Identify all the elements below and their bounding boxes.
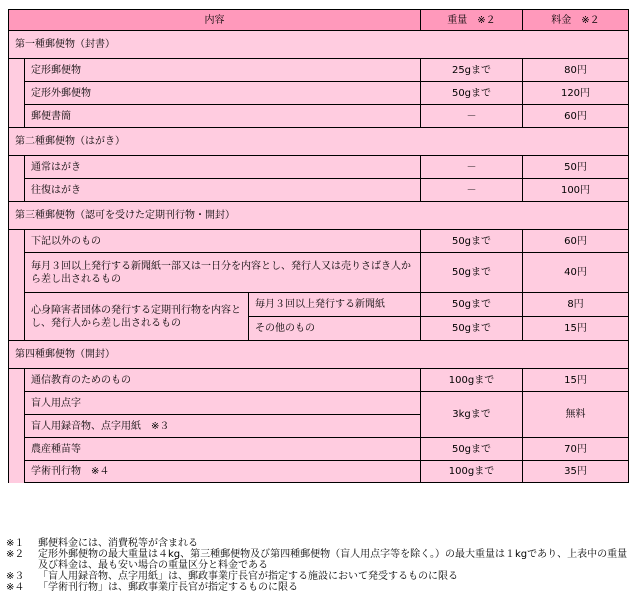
indent-cell [9,156,25,202]
row-name: 毎月３回以上発行する新聞紙一部又は一日分を内容とし、発行人又は売りさばき人から差し出されるもの [25,253,421,293]
row-weight: 50gまで [421,317,523,341]
footnotes [6,538,630,593]
row-name: 農産種苗等 [25,438,421,461]
row-name: 郵便書簡 [25,105,421,128]
section-title-row [9,31,629,59]
row-fee: 60円 [523,105,629,128]
row-weight: 50gまで [421,253,523,293]
table-row [9,461,629,483]
footnote-text: 定形外郵便物の最大重量は４kg、第三種郵便物及び第四種郵便物（盲人用点字等を除く。）の最大重量は１kgであり、上表中の重量及び料金は、最も安い場合の重量区分と料金である [38,549,628,571]
header-fee: 料金 ※２ [523,10,629,31]
row-weight: 100gまで [421,369,523,392]
table-row [9,293,629,317]
row-weight: － [421,179,523,202]
row-weight: 50gまで [421,82,523,105]
footnote-text: 「学術刊行物」は、郵政事業庁長官が指定するものに限る [38,582,298,593]
row-fee: 60円 [523,230,629,253]
row-name: 盲人用録音物、点字用紙 ※３ [25,415,421,438]
indent-cell [9,59,25,128]
row-fee: 120円 [523,82,629,105]
footnote-text: 郵便料金には、消費税等が含まれる [38,538,198,549]
footnote [6,582,630,593]
row-weight: 50gまで [421,230,523,253]
sub-row-name: その他のもの [249,317,421,341]
row-fee: 15円 [523,317,629,341]
row-weight: 25gまで [421,59,523,82]
table-row [9,156,629,179]
row-fee: 35円 [523,461,629,483]
table-header-row [9,10,629,31]
table-row [9,59,629,82]
section-title-row [9,128,629,156]
row-name: 定形外郵便物 [25,82,421,105]
section-title: 第二種郵便物（はがき） [9,128,629,156]
table-row [9,179,629,202]
footnote-mark: ※４ [6,582,25,593]
row-fee: 50円 [523,156,629,179]
row-name: 学術刊行物 ※４ [25,461,421,483]
indent-cell [9,369,25,483]
row-name: 盲人用点字 [25,392,421,415]
section-title: 第三種郵便物（認可を受けた定期刊行物・開封） [9,202,629,230]
footnote [6,571,630,582]
row-name: 通常はがき [25,156,421,179]
row-weight: － [421,105,523,128]
row-fee: 40円 [523,253,629,293]
footnote-mark: ※２ [6,549,25,560]
section-title: 第一種郵便物（封書） [9,31,629,59]
row-name: 下記以外のもの [25,230,421,253]
table-row [9,253,629,293]
table-row [9,369,629,392]
row-name: 往復はがき [25,179,421,202]
section-title-row [9,341,629,369]
row-weight: 100gまで [421,461,523,483]
postage-rate-table [8,9,629,483]
row-fee: 15円 [523,369,629,392]
footnote [6,549,630,571]
table-row [9,105,629,128]
row-fee: 無料 [523,392,629,438]
row-weight: － [421,156,523,179]
row-name: 定形郵便物 [25,59,421,82]
row-fee: 70円 [523,438,629,461]
group-name: 心身障害者団体の発行する定期刊行物を内容とし、発行人から差し出されるもの [25,293,249,341]
indent-cell [9,230,25,341]
footnote [6,538,630,549]
row-weight: 50gまで [421,438,523,461]
table-row [9,230,629,253]
row-fee: 8円 [523,293,629,317]
header-content: 内容 [9,10,421,31]
row-fee: 100円 [523,179,629,202]
row-fee: 80円 [523,59,629,82]
table-row [9,82,629,105]
footnote-mark: ※３ [6,571,25,582]
footnote-text: 「盲人用録音物、点字用紙」は、郵政事業庁長官が指定する施設において発受するものに限る [38,571,458,582]
section-title: 第四種郵便物（開封） [9,341,629,369]
table-row [9,438,629,461]
row-name: 通信教育のためのもの [25,369,421,392]
header-weight: 重量 ※２ [421,10,523,31]
row-weight: 50gまで [421,293,523,317]
section-title-row [9,202,629,230]
footnote-mark: ※１ [6,538,25,549]
table-row [9,392,629,415]
sub-row-name: 毎月３回以上発行する新聞紙 [249,293,421,317]
row-weight: 3kgまで [421,392,523,438]
